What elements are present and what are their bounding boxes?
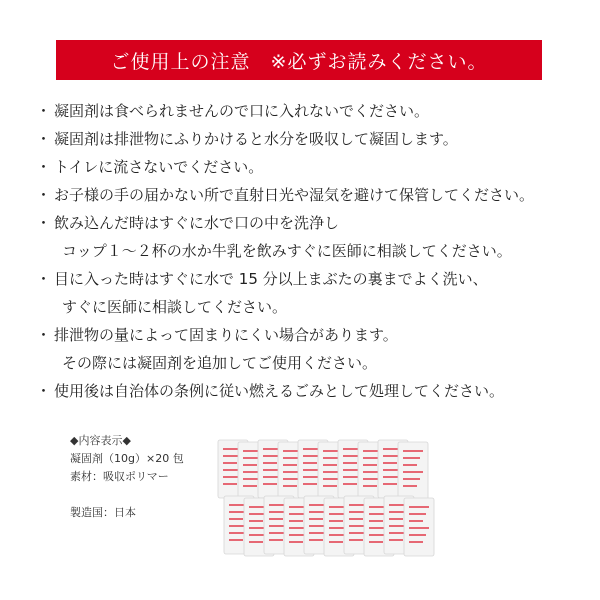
specs-origin: 製造国：日本 <box>70 506 136 519</box>
caution-text <box>36 181 576 209</box>
caution-item <box>36 321 576 377</box>
caution-text-content: 使用後は自治体の条例に従い燃えるごみとして処理してください。 <box>54 382 505 400</box>
caution-item <box>36 265 576 321</box>
specs-contents: 凝固剤（10g）×20 包 <box>70 452 184 465</box>
caution-text <box>36 209 576 237</box>
caution-text-content: コップ１～２杯の水か牛乳を飲みすぐに医師に相談してください。 <box>62 242 512 260</box>
caution-item <box>36 153 576 181</box>
caution-text <box>36 293 576 321</box>
caution-list <box>36 97 576 405</box>
caution-text-content: すぐに医師に相談してください。 <box>62 298 288 316</box>
bullet-mark: ・ <box>36 130 52 148</box>
caution-text <box>36 237 576 265</box>
caution-item <box>36 377 576 405</box>
caution-text <box>36 125 576 153</box>
packets-photo <box>214 436 444 558</box>
caution-text-content: 飲み込んだ時はすぐに水で口の中を洗浄し <box>54 214 340 232</box>
caution-text-content: 凝固剤は食べられませんので口に入れないでください。 <box>54 102 430 120</box>
bullet-mark: ・ <box>36 102 52 120</box>
product-specs <box>70 432 184 522</box>
caution-item <box>36 209 576 265</box>
caution-text <box>36 265 576 293</box>
packet <box>398 442 428 500</box>
specs-material: 素材：吸収ポリマー <box>70 470 169 483</box>
caution-text-content: 目に入った時はすぐに水で 15 分以上まぶたの裏までよく洗い、 <box>54 270 488 288</box>
caution-text-content: トイレに流さないでください。 <box>54 158 264 176</box>
caution-text-content: その際には凝固剤を追加してご使用ください。 <box>62 354 378 372</box>
bullet-mark: ・ <box>36 186 52 204</box>
caution-item <box>36 97 576 125</box>
caution-title: ご使用上の注意 ※必ずお読みください。 <box>110 50 488 73</box>
caution-banner <box>56 40 542 80</box>
bullet-mark: ・ <box>36 270 52 288</box>
caution-text <box>36 97 576 125</box>
packet <box>404 498 434 556</box>
bullet-mark: ・ <box>36 382 52 400</box>
caution-text-content: 凝固剤は排泄物にふりかけると水分を吸収して凝固します。 <box>54 130 458 148</box>
caution-text-content: 排泄物の量によって固まりにくい場合があります。 <box>54 326 398 344</box>
specs-heading: ◆内容表示◆ <box>70 434 131 447</box>
caution-text-content: お子様の手の届かない所で直射日光や湿気を避けて保管してください。 <box>54 186 535 204</box>
caution-item <box>36 125 576 153</box>
caution-item <box>36 181 576 209</box>
caution-text <box>36 349 576 377</box>
caution-text <box>36 153 576 181</box>
bullet-mark: ・ <box>36 158 52 176</box>
bullet-mark: ・ <box>36 326 52 344</box>
caution-text <box>36 321 576 349</box>
bullet-mark: ・ <box>36 214 52 232</box>
caution-text <box>36 377 576 405</box>
